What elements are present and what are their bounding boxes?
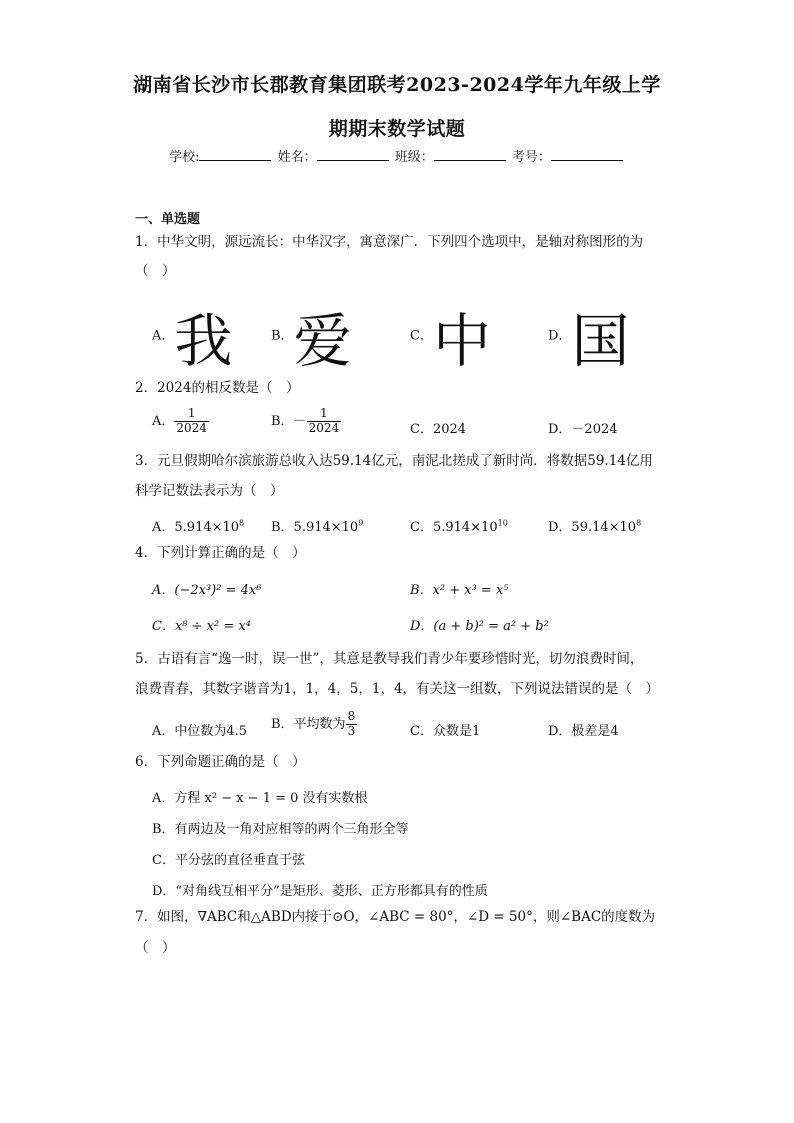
exam-title-line-1: 湖南省长沙市长郡教育集团联考2023-2024学年九年级上学: [133, 74, 661, 96]
exam-number-label: 考号：: [511, 150, 551, 165]
q2-option-b-denominator: 2024: [308, 420, 340, 435]
q5-option-b-denominator: 3: [347, 723, 356, 738]
q3-option-b-base: B．5.914×10: [271, 520, 359, 535]
q1-option-c-char: 中: [432, 307, 491, 375]
name-label: 姓名：: [277, 150, 317, 165]
name-blank[interactable]: [317, 148, 389, 161]
q6-option-d[interactable]: D．“对角线互相平分”是矩形、菱形、正方形都具有的性质: [152, 884, 488, 899]
q2-option-d[interactable]: D．－2024: [548, 422, 618, 437]
q2-option-b[interactable]: [271, 407, 341, 436]
q6-stem: 6．下列命题正确的是（ ）: [135, 754, 306, 770]
q3-option-c-base: C．5.914×10: [410, 520, 498, 535]
q3-option-c-exponent: 10: [497, 518, 508, 528]
q1-stem-line2: （ ）: [135, 263, 176, 279]
q6-option-a[interactable]: A．方程 x² − x − 1 = 0 没有实数根: [152, 791, 368, 806]
q5-option-c[interactable]: C．众数是1: [410, 724, 481, 739]
q3-option-a[interactable]: [152, 516, 244, 535]
q5-option-b-text: B．平均数为: [271, 716, 346, 732]
q3-option-d[interactable]: [548, 516, 641, 535]
q2-option-b-fraction: [307, 407, 342, 436]
q1-option-b-letter: B．: [271, 328, 294, 344]
q2-option-c[interactable]: C．2024: [410, 422, 467, 437]
exam-title-line-2: 期期末数学试题: [328, 118, 466, 140]
q2-option-a-numerator: 1: [174, 407, 209, 422]
q5-option-b[interactable]: [271, 710, 357, 739]
q2-option-a[interactable]: [152, 407, 209, 436]
q7-stem-line1: 7．如图，∇ABC和△ABD内接于⊙O，∠ABC = 80°，∠D = 50°，则∠BAC的度数为: [135, 909, 656, 925]
q3-option-c[interactable]: [410, 516, 508, 535]
q1-option-d-char: 国: [571, 307, 630, 375]
q5-option-b-fraction: [346, 710, 358, 739]
student-info-row: [0, 146, 794, 165]
q6-option-b[interactable]: B．有两边及一角对应相等的两个三角形全等: [152, 822, 409, 837]
q1-option-a-char: 我: [174, 307, 233, 375]
q7-stem-line2: （ ）: [135, 940, 176, 956]
class-blank[interactable]: [434, 148, 506, 161]
q2-option-a-fraction: [174, 407, 209, 436]
q1-option-d-letter: D．: [548, 328, 572, 344]
school-blank[interactable]: [199, 148, 271, 161]
q1-option-b[interactable]: [271, 294, 352, 378]
q4-option-c[interactable]: C．x⁸ ÷ x² = x⁴: [152, 619, 251, 634]
q2-option-b-numerator: 1: [307, 407, 342, 422]
school-label: 学校:: [169, 150, 200, 165]
q3-stem-line2: 科学记数法表示为（ ）: [135, 483, 284, 499]
q3-option-a-exponent: 8: [239, 518, 245, 528]
section-title: 一、单选题: [135, 212, 201, 227]
class-label: 班级：: [394, 150, 434, 165]
q4-option-a[interactable]: A．(−2x³)² = 4x⁶: [152, 583, 262, 598]
q1-option-c[interactable]: [410, 294, 491, 378]
q3-option-b-exponent: 9: [358, 518, 364, 528]
q2-option-a-letter: A．: [152, 413, 175, 429]
q3-option-d-base: D．59.14×10: [548, 520, 637, 535]
q6-option-c[interactable]: C．平分弦的直径垂直于弦: [152, 853, 305, 868]
q2-option-b-letter: B．－: [271, 413, 307, 429]
q2-stem: 2．2024的相反数是（ ）: [135, 380, 300, 396]
q3-option-a-base: A．5.914×10: [152, 520, 240, 535]
q1-option-a-letter: A．: [152, 328, 175, 344]
q4-option-d[interactable]: D．(a + b)² = a² + b²: [410, 619, 549, 634]
exam-number-blank[interactable]: [551, 148, 623, 161]
q2-option-a-denominator: 2024: [176, 420, 207, 435]
q4-option-b[interactable]: B．x² + x³ = x⁵: [410, 583, 509, 598]
q4-stem: 4．下列计算正确的是（ ）: [135, 545, 306, 561]
q5-option-a[interactable]: A．中位数为4.5: [152, 724, 248, 739]
q1-option-a[interactable]: [152, 294, 232, 378]
q3-stem-line1: 3．元旦假期哈尔滨旅游总收入达59.14亿元，南泥北搓成了新时尚．将数据59.14亿用: [135, 453, 653, 469]
q3-option-d-exponent: 8: [636, 518, 642, 528]
q5-option-b-numerator: 8: [347, 709, 356, 723]
q1-option-c-letter: C．: [410, 328, 433, 344]
q3-option-b[interactable]: [271, 516, 363, 535]
q5-stem-line1: 5．古语有言“逸一时，误一世”，其意是教导我们青少年要珍惜时光，切勿浪费时间，: [135, 651, 644, 667]
q5-stem-line2: 浪费青春，其数字谐音为1，1，4，5，1，4，有关这一组数，下列说法错误的是（ ）: [135, 681, 660, 697]
q1-stem-line1: 1．中华文明，源远流长：中华汉字，寓意深广．下列四个选项中，是轴对称图形的为: [135, 234, 644, 250]
q1-option-d[interactable]: [548, 294, 629, 378]
q1-option-b-char: 爱: [293, 307, 352, 375]
q5-option-d[interactable]: D．极差是4: [548, 724, 619, 739]
